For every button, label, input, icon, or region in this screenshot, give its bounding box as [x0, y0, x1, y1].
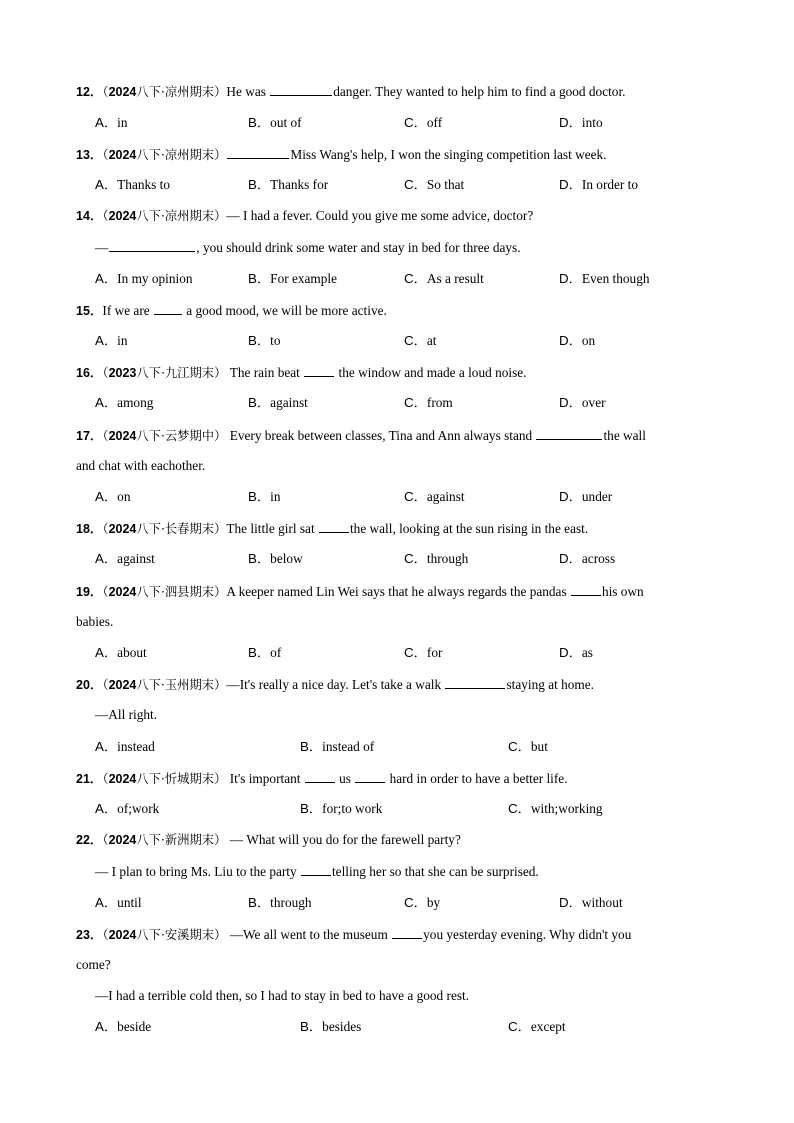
- option-c[interactable]: C．So that: [404, 177, 465, 192]
- question-number: 18．: [76, 522, 103, 536]
- question-18-stem: [76, 518, 716, 538]
- question-22-options: [95, 893, 735, 913]
- stem-text: staying at home.: [506, 677, 594, 692]
- option-a[interactable]: A．in: [95, 333, 128, 348]
- question-20-stem: [76, 674, 716, 694]
- answer-blank[interactable]: [536, 425, 602, 440]
- option-d[interactable]: D．under: [559, 489, 613, 504]
- option-b[interactable]: B．below: [248, 551, 303, 566]
- option-b[interactable]: B．to: [248, 333, 281, 348]
- option-d[interactable]: D．across: [559, 551, 616, 566]
- question-18-options: [95, 549, 735, 569]
- question-13-options: [95, 175, 735, 195]
- question-14-stem: [76, 206, 716, 226]
- option-b[interactable]: B．for;to work: [300, 801, 383, 816]
- question-number: 19．: [76, 585, 103, 599]
- question-source: （2024八下·忻城期末）: [102, 772, 227, 786]
- answer-blank[interactable]: [109, 237, 195, 252]
- stem-text: a good mood, we will be more active.: [182, 303, 387, 318]
- option-c[interactable]: C．by: [404, 895, 441, 910]
- question-20-stem-line2: —All right.: [95, 707, 158, 722]
- option-c[interactable]: C．As a result: [404, 271, 484, 286]
- stem-text: Every break between classes, Tina and Ann always stand: [226, 428, 536, 443]
- question-source: （2024八下·安溪期末）: [102, 928, 227, 942]
- option-d[interactable]: D．Even though: [559, 271, 650, 286]
- option-c[interactable]: C．against: [404, 489, 465, 504]
- answer-blank[interactable]: [304, 362, 334, 377]
- question-15-stem: [76, 300, 716, 320]
- option-a[interactable]: A．Thanks to: [95, 177, 170, 192]
- question-21-stem: [76, 768, 716, 788]
- option-a[interactable]: A．on: [95, 489, 131, 504]
- option-b[interactable]: B．through: [248, 895, 312, 910]
- stem-text: It's important: [226, 771, 304, 786]
- question-number: 12．: [76, 85, 103, 99]
- option-c[interactable]: C．from: [404, 395, 453, 410]
- question-number: 14．: [76, 209, 103, 223]
- question-source: （2024八下·长春期末）: [102, 522, 227, 536]
- stem-text: the wall, looking at the sun rising in the east.: [349, 521, 589, 536]
- question-23-stem-line3: —I had a terrible cold then, so I had to stay in bed to have a good rest.: [95, 988, 470, 1003]
- option-d[interactable]: D．on: [559, 333, 596, 348]
- option-b[interactable]: B．out of: [248, 115, 302, 130]
- stem-text: —We all went to the museum: [226, 927, 392, 942]
- option-c[interactable]: C．but: [508, 739, 548, 754]
- option-a[interactable]: A．until: [95, 895, 142, 910]
- stem-text: A keeper named Lin Wei says that he always regards the pandas: [226, 584, 570, 599]
- question-21-options: [95, 799, 735, 819]
- question-number: 22．: [76, 833, 103, 847]
- question-number: 13．: [76, 148, 103, 162]
- option-c[interactable]: C．with;working: [508, 801, 603, 816]
- stem-text: danger. They wanted to help him to find a good doctor.: [333, 84, 626, 99]
- question-source: （2023八下·九江期末）: [102, 366, 227, 380]
- stem-text: — What will you do for the farewell party?: [226, 832, 461, 847]
- question-number: 17．: [76, 429, 103, 443]
- question-source: （2024八下·云梦期中）: [102, 429, 227, 443]
- question-source: （2024八下·凉州期末）: [102, 85, 227, 99]
- option-d[interactable]: D．into: [559, 115, 603, 130]
- question-19-stem: [76, 581, 716, 601]
- question-source: （2024八下·玉州期末）: [102, 678, 227, 692]
- option-b[interactable]: B．instead of: [300, 739, 375, 754]
- stem-text: telling her so that she can be surprised.: [331, 864, 539, 879]
- option-d[interactable]: D．In order to: [559, 177, 639, 192]
- option-b[interactable]: B．of: [248, 645, 282, 660]
- option-d[interactable]: D．without: [559, 895, 623, 910]
- question-22-stem-line2: — I plan to bring Ms. Liu to the party telling her so that she can be surprised.: [95, 861, 735, 881]
- answer-blank[interactable]: [154, 300, 182, 315]
- option-c[interactable]: C．for: [404, 645, 443, 660]
- question-number: 15．: [76, 304, 103, 318]
- question-16-options: [95, 393, 735, 413]
- answer-blank[interactable]: [305, 768, 335, 783]
- option-b[interactable]: B．besides: [300, 1019, 362, 1034]
- option-a[interactable]: A．beside: [95, 1019, 152, 1034]
- option-a[interactable]: A．against: [95, 551, 155, 566]
- stem-text: Miss Wang's help, I won the singing competition last week.: [290, 147, 607, 162]
- option-b[interactable]: B．Thanks for: [248, 177, 329, 192]
- question-17-stem: [76, 425, 716, 445]
- question-13-stem: [76, 144, 716, 164]
- option-b[interactable]: B．in: [248, 489, 281, 504]
- option-a[interactable]: A．among: [95, 395, 154, 410]
- stem-text: you yesterday evening. Why didn't you: [423, 927, 632, 942]
- question-number: 16．: [76, 366, 103, 380]
- question-19-stem-line2: babies.: [76, 614, 114, 629]
- question-23-options: [95, 1017, 735, 1037]
- answer-blank[interactable]: [571, 581, 601, 596]
- stem-text: hard in order to have a better life.: [386, 771, 568, 786]
- question-19-options: [95, 643, 735, 663]
- option-a[interactable]: A．instead: [95, 739, 155, 754]
- question-source: （2024八下·新洲期末）: [102, 833, 227, 847]
- stem-text: , you should drink some water and stay in bed for three days.: [196, 240, 521, 255]
- option-c[interactable]: C．at: [404, 333, 437, 348]
- stem-text: He was: [226, 84, 270, 99]
- question-23-stem-line2: come?: [76, 957, 111, 972]
- question-number: 23．: [76, 928, 103, 942]
- stem-text: us: [335, 771, 355, 786]
- question-source: （2024八下·凉州期末）: [102, 209, 227, 223]
- question-12-options: [95, 113, 735, 133]
- stem-text: his own: [601, 584, 644, 599]
- option-a[interactable]: A．In my opinion: [95, 271, 193, 286]
- option-b[interactable]: B．against: [248, 395, 308, 410]
- option-b[interactable]: B．For example: [248, 271, 338, 286]
- question-20-options: [95, 737, 735, 757]
- question-15-options: [95, 331, 735, 351]
- question-23-stem: [76, 924, 716, 944]
- answer-blank[interactable]: [445, 674, 505, 689]
- option-a[interactable]: A．in: [95, 115, 128, 130]
- stem-text: the window and made a loud noise.: [335, 365, 527, 380]
- question-17-options: [95, 487, 735, 507]
- answer-blank[interactable]: [319, 518, 349, 533]
- stem-text: If we are: [102, 303, 153, 318]
- answer-blank[interactable]: [270, 81, 332, 96]
- answer-blank[interactable]: [301, 861, 331, 876]
- question-14-stem-line2: — , you should drink some water and stay in bed for three days.: [95, 237, 735, 257]
- stem-text: the wall: [603, 428, 646, 443]
- question-12-stem: [76, 81, 716, 101]
- option-d[interactable]: D．over: [559, 395, 606, 410]
- stem-text: — I had a fever. Could you give me some advice, doctor?: [226, 208, 534, 223]
- stem-text: —It's really a nice day. Let's take a walk: [226, 677, 445, 692]
- question-source: （2024八下·泗县期末）: [102, 585, 227, 599]
- option-c[interactable]: C．off: [404, 115, 443, 130]
- question-17-stem-line2: and chat with eachother.: [76, 458, 206, 473]
- question-22-stem: [76, 830, 716, 850]
- stem-text: The little girl sat: [226, 521, 318, 536]
- option-c[interactable]: C．through: [404, 551, 469, 566]
- answer-blank[interactable]: [392, 924, 422, 939]
- answer-blank[interactable]: [227, 144, 289, 159]
- option-a[interactable]: A．about: [95, 645, 147, 660]
- option-a[interactable]: A．of;work: [95, 801, 160, 816]
- option-c[interactable]: C．except: [508, 1019, 566, 1034]
- question-number: 20．: [76, 678, 103, 692]
- question-14-options: [95, 269, 735, 289]
- stem-text: The rain beat: [226, 365, 304, 380]
- option-d[interactable]: D．as: [559, 645, 593, 660]
- question-number: 21．: [76, 772, 103, 786]
- question-source: （2024八下·凉州期末）: [102, 148, 227, 162]
- answer-blank[interactable]: [355, 768, 385, 783]
- question-16-stem: [76, 362, 716, 382]
